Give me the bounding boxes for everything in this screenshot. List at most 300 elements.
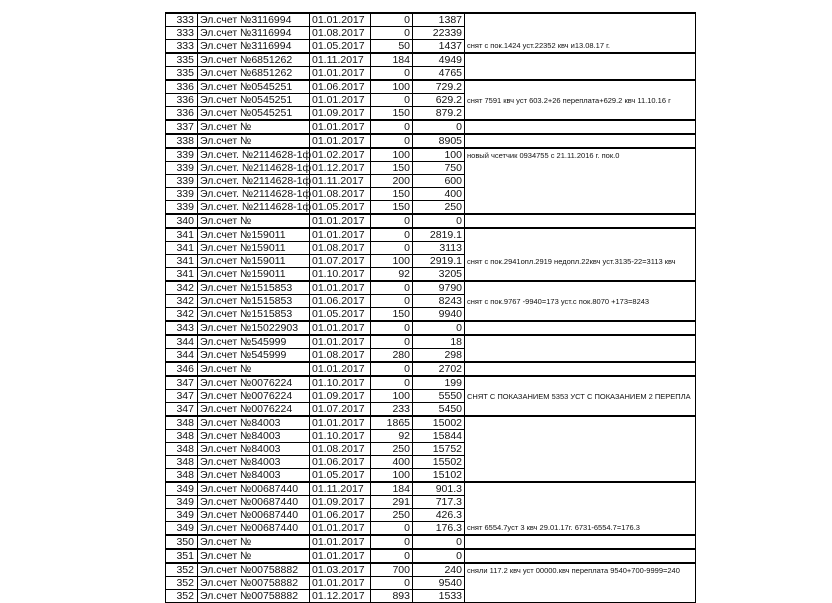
consumption-cell: 150 bbox=[371, 188, 413, 201]
table-row bbox=[166, 201, 696, 215]
note-cell bbox=[465, 430, 696, 443]
account-cell: Эл.счет №1515853 bbox=[198, 295, 310, 308]
note-cell: снят с пок.1424 уст.22352 квч и13.08.17 г. bbox=[465, 40, 696, 54]
table-row bbox=[166, 535, 696, 549]
row-number-cell: 347 bbox=[166, 403, 198, 417]
row-number-cell: 333 bbox=[166, 27, 198, 40]
row-number-cell: 336 bbox=[166, 94, 198, 107]
account-cell: Эл.счет №0545251 bbox=[198, 80, 310, 94]
row-number-cell: 348 bbox=[166, 430, 198, 443]
reading-cell: 426.3 bbox=[413, 509, 465, 522]
table-row bbox=[166, 134, 696, 148]
readings-table-body bbox=[166, 13, 696, 603]
note-cell bbox=[465, 107, 696, 121]
table-row bbox=[166, 430, 696, 443]
date-cell: 01.05.2017 bbox=[310, 40, 371, 54]
account-cell: Эл.счет №0545251 bbox=[198, 94, 310, 107]
meter-readings-sheet bbox=[165, 12, 695, 602]
note-cell bbox=[465, 308, 696, 322]
account-cell: Эл.счет №159011 bbox=[198, 228, 310, 242]
date-cell: 01.10.2017 bbox=[310, 268, 371, 282]
date-cell: 01.01.2017 bbox=[310, 549, 371, 563]
note-cell: снят 7591 квч уст 603.2+26 переплата+629.2 квч 11.10.16 г bbox=[465, 94, 696, 107]
reading-cell: 8243 bbox=[413, 295, 465, 308]
account-cell: Эл.счет №00687440 bbox=[198, 509, 310, 522]
note-cell: новый чсетчик 0934755 с 21.11.2016 г. пок.0 bbox=[465, 148, 696, 162]
table-row bbox=[166, 362, 696, 376]
date-cell: 01.05.2017 bbox=[310, 469, 371, 483]
consumption-cell: 0 bbox=[371, 295, 413, 308]
table-row bbox=[166, 255, 696, 268]
row-number-cell: 339 bbox=[166, 201, 198, 215]
reading-cell: 8905 bbox=[413, 134, 465, 148]
consumption-cell: 0 bbox=[371, 376, 413, 390]
reading-cell: 9790 bbox=[413, 281, 465, 295]
note-cell bbox=[465, 335, 696, 349]
reading-cell: 298 bbox=[413, 349, 465, 363]
account-cell: Эл.счет №6851262 bbox=[198, 67, 310, 81]
consumption-cell: 150 bbox=[371, 201, 413, 215]
table-row bbox=[166, 295, 696, 308]
account-cell: Эл.счет №84003 bbox=[198, 456, 310, 469]
row-number-cell: 341 bbox=[166, 242, 198, 255]
date-cell: 01.08.2017 bbox=[310, 349, 371, 363]
reading-cell: 15502 bbox=[413, 456, 465, 469]
table-row bbox=[166, 590, 696, 603]
table-row bbox=[166, 563, 696, 577]
reading-cell: 15102 bbox=[413, 469, 465, 483]
account-cell: Эл.счет №159011 bbox=[198, 242, 310, 255]
date-cell: 01.06.2017 bbox=[310, 509, 371, 522]
row-number-cell: 339 bbox=[166, 148, 198, 162]
note-cell bbox=[465, 201, 696, 215]
table-top-border bbox=[165, 12, 695, 14]
table-row bbox=[166, 549, 696, 563]
table-row bbox=[166, 416, 696, 430]
account-cell: Эл.счет №00758882 bbox=[198, 577, 310, 590]
table-row bbox=[166, 321, 696, 335]
account-cell: Эл.счет. №2114628-1ф bbox=[198, 201, 310, 215]
table-row bbox=[166, 281, 696, 295]
account-cell: Эл.счет №84003 bbox=[198, 443, 310, 456]
row-number-cell: 349 bbox=[166, 522, 198, 536]
table-row bbox=[166, 522, 696, 536]
date-cell: 01.08.2017 bbox=[310, 188, 371, 201]
note-cell bbox=[465, 175, 696, 188]
reading-cell: 600 bbox=[413, 175, 465, 188]
date-cell: 01.09.2017 bbox=[310, 107, 371, 121]
reading-cell: 4949 bbox=[413, 53, 465, 67]
row-number-cell: 352 bbox=[166, 577, 198, 590]
note-cell bbox=[465, 80, 696, 94]
reading-cell: 717.3 bbox=[413, 496, 465, 509]
note-cell bbox=[465, 188, 696, 201]
date-cell: 01.01.2017 bbox=[310, 577, 371, 590]
date-cell: 01.08.2017 bbox=[310, 27, 371, 40]
note-cell: снят 6554.7уст 3 квч 29.01.17г. 6731-6554.7=176.3 bbox=[465, 522, 696, 536]
date-cell: 01.01.2017 bbox=[310, 13, 371, 27]
table-row bbox=[166, 67, 696, 81]
consumption-cell: 92 bbox=[371, 430, 413, 443]
account-cell: Эл.счет № bbox=[198, 214, 310, 228]
table-row bbox=[166, 509, 696, 522]
table-row bbox=[166, 214, 696, 228]
consumption-cell: 0 bbox=[371, 134, 413, 148]
note-cell bbox=[465, 443, 696, 456]
row-number-cell: 347 bbox=[166, 376, 198, 390]
row-number-cell: 338 bbox=[166, 134, 198, 148]
date-cell: 01.01.2017 bbox=[310, 522, 371, 536]
note-cell: снят с пок.9767 -9940=173 уст.с пок.8070 +173=8243 bbox=[465, 295, 696, 308]
reading-cell: 879.2 bbox=[413, 107, 465, 121]
date-cell: 01.11.2017 bbox=[310, 175, 371, 188]
reading-cell: 629.2 bbox=[413, 94, 465, 107]
date-cell: 01.05.2017 bbox=[310, 201, 371, 215]
row-number-cell: 348 bbox=[166, 443, 198, 456]
note-cell bbox=[465, 214, 696, 228]
account-cell: Эл.счет №0076224 bbox=[198, 403, 310, 417]
row-number-cell: 352 bbox=[166, 563, 198, 577]
account-cell: Эл.счет №0545251 bbox=[198, 107, 310, 121]
note-cell bbox=[465, 590, 696, 603]
reading-cell: 400 bbox=[413, 188, 465, 201]
account-cell: Эл.счет №00687440 bbox=[198, 522, 310, 536]
row-number-cell: 342 bbox=[166, 308, 198, 322]
reading-cell: 250 bbox=[413, 201, 465, 215]
account-cell: Эл.счет №00758882 bbox=[198, 563, 310, 577]
reading-cell: 0 bbox=[413, 549, 465, 563]
note-cell bbox=[465, 577, 696, 590]
table-row bbox=[166, 403, 696, 417]
table-row bbox=[166, 80, 696, 94]
consumption-cell: 92 bbox=[371, 268, 413, 282]
date-cell: 01.01.2017 bbox=[310, 321, 371, 335]
account-cell: Эл.счет №84003 bbox=[198, 469, 310, 483]
note-cell bbox=[465, 362, 696, 376]
account-cell: Эл.счет №0076224 bbox=[198, 376, 310, 390]
date-cell: 01.07.2017 bbox=[310, 403, 371, 417]
table-row bbox=[166, 188, 696, 201]
row-number-cell: 340 bbox=[166, 214, 198, 228]
account-cell: Эл.счет №545999 bbox=[198, 349, 310, 363]
consumption-cell: 100 bbox=[371, 469, 413, 483]
reading-cell: 15752 bbox=[413, 443, 465, 456]
row-number-cell: 344 bbox=[166, 335, 198, 349]
reading-cell: 9940 bbox=[413, 308, 465, 322]
consumption-cell: 0 bbox=[371, 228, 413, 242]
reading-cell: 9540 bbox=[413, 577, 465, 590]
date-cell: 01.11.2017 bbox=[310, 53, 371, 67]
date-cell: 01.01.2017 bbox=[310, 214, 371, 228]
consumption-cell: 0 bbox=[371, 321, 413, 335]
reading-cell: 0 bbox=[413, 214, 465, 228]
note-cell: СНЯТ С ПОКАЗАНИЕМ 5353 УСТ С ПОКАЗАНИЕМ 2 ПЕРЕПЛА bbox=[465, 390, 696, 403]
note-cell bbox=[465, 376, 696, 390]
row-number-cell: 352 bbox=[166, 590, 198, 603]
row-number-cell: 342 bbox=[166, 281, 198, 295]
date-cell: 01.01.2017 bbox=[310, 228, 371, 242]
note-cell bbox=[465, 349, 696, 363]
date-cell: 01.06.2017 bbox=[310, 295, 371, 308]
row-number-cell: 344 bbox=[166, 349, 198, 363]
date-cell: 01.01.2017 bbox=[310, 134, 371, 148]
consumption-cell: 0 bbox=[371, 214, 413, 228]
note-cell bbox=[465, 13, 696, 27]
account-cell: Эл.счет №15022903 bbox=[198, 321, 310, 335]
date-cell: 01.02.2017 bbox=[310, 148, 371, 162]
reading-cell: 22339 bbox=[413, 27, 465, 40]
reading-cell: 100 bbox=[413, 148, 465, 162]
reading-cell: 15844 bbox=[413, 430, 465, 443]
date-cell: 01.06.2017 bbox=[310, 456, 371, 469]
row-number-cell: 350 bbox=[166, 535, 198, 549]
consumption-cell: 0 bbox=[371, 67, 413, 81]
account-cell: Эл.счет №545999 bbox=[198, 335, 310, 349]
note-cell bbox=[465, 509, 696, 522]
reading-cell: 3205 bbox=[413, 268, 465, 282]
consumption-cell: 184 bbox=[371, 482, 413, 496]
table-row bbox=[166, 335, 696, 349]
reading-cell: 1533 bbox=[413, 590, 465, 603]
note-cell bbox=[465, 67, 696, 81]
consumption-cell: 0 bbox=[371, 522, 413, 536]
account-cell: Эл.счет № bbox=[198, 535, 310, 549]
row-number-cell: 347 bbox=[166, 390, 198, 403]
table-row bbox=[166, 228, 696, 242]
row-number-cell: 339 bbox=[166, 175, 198, 188]
row-number-cell: 346 bbox=[166, 362, 198, 376]
row-number-cell: 336 bbox=[166, 107, 198, 121]
note-cell bbox=[465, 27, 696, 40]
row-number-cell: 348 bbox=[166, 469, 198, 483]
table-row bbox=[166, 577, 696, 590]
consumption-cell: 0 bbox=[371, 577, 413, 590]
consumption-cell: 0 bbox=[371, 281, 413, 295]
consumption-cell: 100 bbox=[371, 255, 413, 268]
date-cell: 01.11.2017 bbox=[310, 482, 371, 496]
row-number-cell: 341 bbox=[166, 255, 198, 268]
date-cell: 01.05.2017 bbox=[310, 308, 371, 322]
row-number-cell: 351 bbox=[166, 549, 198, 563]
account-cell: Эл.счет №84003 bbox=[198, 416, 310, 430]
account-cell: Эл.счет №3116994 bbox=[198, 40, 310, 54]
account-cell: Эл.счет № bbox=[198, 549, 310, 563]
reading-cell: 15002 bbox=[413, 416, 465, 430]
account-cell: Эл.счет № bbox=[198, 134, 310, 148]
account-cell: Эл.счет. №2114628-1ф bbox=[198, 148, 310, 162]
note-cell: снят с пок.2941опл.2919 недопл.22квч уст.3135-22=3113 квч bbox=[465, 255, 696, 268]
note-cell bbox=[465, 228, 696, 242]
table-row bbox=[166, 13, 696, 27]
row-number-cell: 341 bbox=[166, 228, 198, 242]
consumption-cell: 50 bbox=[371, 40, 413, 54]
table-row bbox=[166, 268, 696, 282]
date-cell: 01.10.2017 bbox=[310, 376, 371, 390]
row-number-cell: 348 bbox=[166, 416, 198, 430]
consumption-cell: 150 bbox=[371, 107, 413, 121]
account-cell: Эл.счет. №2114628-1ф bbox=[198, 188, 310, 201]
note-cell bbox=[465, 535, 696, 549]
date-cell: 01.09.2017 bbox=[310, 390, 371, 403]
consumption-cell: 250 bbox=[371, 509, 413, 522]
date-cell: 01.08.2017 bbox=[310, 443, 371, 456]
note-cell bbox=[465, 281, 696, 295]
consumption-cell: 150 bbox=[371, 308, 413, 322]
table-row bbox=[166, 443, 696, 456]
row-number-cell: 339 bbox=[166, 188, 198, 201]
date-cell: 01.12.2017 bbox=[310, 590, 371, 603]
reading-cell: 240 bbox=[413, 563, 465, 577]
table-row bbox=[166, 469, 696, 483]
table-row bbox=[166, 308, 696, 322]
account-cell: Эл.счет №00758882 bbox=[198, 590, 310, 603]
row-number-cell: 349 bbox=[166, 482, 198, 496]
table-row bbox=[166, 376, 696, 390]
consumption-cell: 0 bbox=[371, 242, 413, 255]
consumption-cell: 233 bbox=[371, 403, 413, 417]
account-cell: Эл.счет №1515853 bbox=[198, 308, 310, 322]
date-cell: 01.01.2017 bbox=[310, 67, 371, 81]
consumption-cell: 200 bbox=[371, 175, 413, 188]
consumption-cell: 280 bbox=[371, 349, 413, 363]
row-number-cell: 348 bbox=[166, 456, 198, 469]
note-cell bbox=[465, 482, 696, 496]
date-cell: 01.01.2017 bbox=[310, 535, 371, 549]
note-cell bbox=[465, 268, 696, 282]
reading-cell: 5550 bbox=[413, 390, 465, 403]
date-cell: 01.01.2017 bbox=[310, 362, 371, 376]
row-number-cell: 339 bbox=[166, 162, 198, 175]
date-cell: 01.07.2017 bbox=[310, 255, 371, 268]
table-row bbox=[166, 242, 696, 255]
consumption-cell: 150 bbox=[371, 162, 413, 175]
table-row bbox=[166, 482, 696, 496]
table-row bbox=[166, 162, 696, 175]
consumption-cell: 100 bbox=[371, 148, 413, 162]
account-cell: Эл.счет № bbox=[198, 362, 310, 376]
date-cell: 01.10.2017 bbox=[310, 430, 371, 443]
row-number-cell: 333 bbox=[166, 13, 198, 27]
consumption-cell: 0 bbox=[371, 535, 413, 549]
account-cell: Эл.счет. №2114628-1ф bbox=[198, 162, 310, 175]
date-cell: 01.08.2017 bbox=[310, 242, 371, 255]
date-cell: 01.01.2017 bbox=[310, 416, 371, 430]
table-row bbox=[166, 94, 696, 107]
consumption-cell: 1865 bbox=[371, 416, 413, 430]
table-row bbox=[166, 390, 696, 403]
consumption-cell: 893 bbox=[371, 590, 413, 603]
row-number-cell: 349 bbox=[166, 509, 198, 522]
row-number-cell: 342 bbox=[166, 295, 198, 308]
note-cell bbox=[465, 162, 696, 175]
reading-cell: 0 bbox=[413, 535, 465, 549]
reading-cell: 2819.1 bbox=[413, 228, 465, 242]
date-cell: 01.09.2017 bbox=[310, 496, 371, 509]
consumption-cell: 0 bbox=[371, 335, 413, 349]
consumption-cell: 0 bbox=[371, 549, 413, 563]
consumption-cell: 400 bbox=[371, 456, 413, 469]
table-row bbox=[166, 27, 696, 40]
table-row bbox=[166, 53, 696, 67]
table-row bbox=[166, 456, 696, 469]
reading-cell: 176.3 bbox=[413, 522, 465, 536]
date-cell: 01.06.2017 bbox=[310, 80, 371, 94]
date-cell: 01.01.2017 bbox=[310, 335, 371, 349]
reading-cell: 5450 bbox=[413, 403, 465, 417]
row-number-cell: 343 bbox=[166, 321, 198, 335]
consumption-cell: 700 bbox=[371, 563, 413, 577]
account-cell: Эл.счет №1515853 bbox=[198, 281, 310, 295]
account-cell: Эл.счет №159011 bbox=[198, 268, 310, 282]
consumption-cell: 0 bbox=[371, 362, 413, 376]
account-cell: Эл.счет №3116994 bbox=[198, 27, 310, 40]
date-cell: 01.01.2017 bbox=[310, 281, 371, 295]
consumption-cell: 291 bbox=[371, 496, 413, 509]
reading-cell: 0 bbox=[413, 120, 465, 134]
consumption-cell: 0 bbox=[371, 120, 413, 134]
account-cell: Эл.счет №159011 bbox=[198, 255, 310, 268]
table-row bbox=[166, 349, 696, 363]
account-cell: Эл.счет №3116994 bbox=[198, 13, 310, 27]
row-number-cell: 335 bbox=[166, 53, 198, 67]
row-number-cell: 333 bbox=[166, 40, 198, 54]
reading-cell: 0 bbox=[413, 321, 465, 335]
consumption-cell: 250 bbox=[371, 443, 413, 456]
reading-cell: 2919.1 bbox=[413, 255, 465, 268]
note-cell bbox=[465, 134, 696, 148]
consumption-cell: 0 bbox=[371, 27, 413, 40]
date-cell: 01.01.2017 bbox=[310, 94, 371, 107]
row-number-cell: 335 bbox=[166, 67, 198, 81]
consumption-cell: 100 bbox=[371, 80, 413, 94]
note-cell bbox=[465, 469, 696, 483]
table-row bbox=[166, 496, 696, 509]
note-cell bbox=[465, 456, 696, 469]
account-cell: Эл.счет №0076224 bbox=[198, 390, 310, 403]
note-cell bbox=[465, 403, 696, 417]
reading-cell: 4765 bbox=[413, 67, 465, 81]
account-cell: Эл.счет №84003 bbox=[198, 430, 310, 443]
reading-cell: 901.3 bbox=[413, 482, 465, 496]
reading-cell: 750 bbox=[413, 162, 465, 175]
table-row bbox=[166, 175, 696, 188]
date-cell: 01.03.2017 bbox=[310, 563, 371, 577]
table-row bbox=[166, 120, 696, 134]
row-number-cell: 336 bbox=[166, 80, 198, 94]
account-cell: Эл.счет №00687440 bbox=[198, 482, 310, 496]
note-cell bbox=[465, 321, 696, 335]
account-cell: Эл.счет. №2114628-1ф bbox=[198, 175, 310, 188]
reading-cell: 729.2 bbox=[413, 80, 465, 94]
note-cell bbox=[465, 549, 696, 563]
note-cell bbox=[465, 496, 696, 509]
reading-cell: 199 bbox=[413, 376, 465, 390]
account-cell: Эл.счет №00687440 bbox=[198, 496, 310, 509]
reading-cell: 3113 bbox=[413, 242, 465, 255]
table-row bbox=[166, 107, 696, 121]
row-number-cell: 349 bbox=[166, 496, 198, 509]
account-cell: Эл.счет № bbox=[198, 120, 310, 134]
reading-cell: 1437 bbox=[413, 40, 465, 54]
table-row bbox=[166, 40, 696, 54]
consumption-cell: 100 bbox=[371, 390, 413, 403]
row-number-cell: 337 bbox=[166, 120, 198, 134]
note-cell bbox=[465, 120, 696, 134]
date-cell: 01.01.2017 bbox=[310, 120, 371, 134]
table-row bbox=[166, 148, 696, 162]
reading-cell: 2702 bbox=[413, 362, 465, 376]
reading-cell: 1387 bbox=[413, 13, 465, 27]
